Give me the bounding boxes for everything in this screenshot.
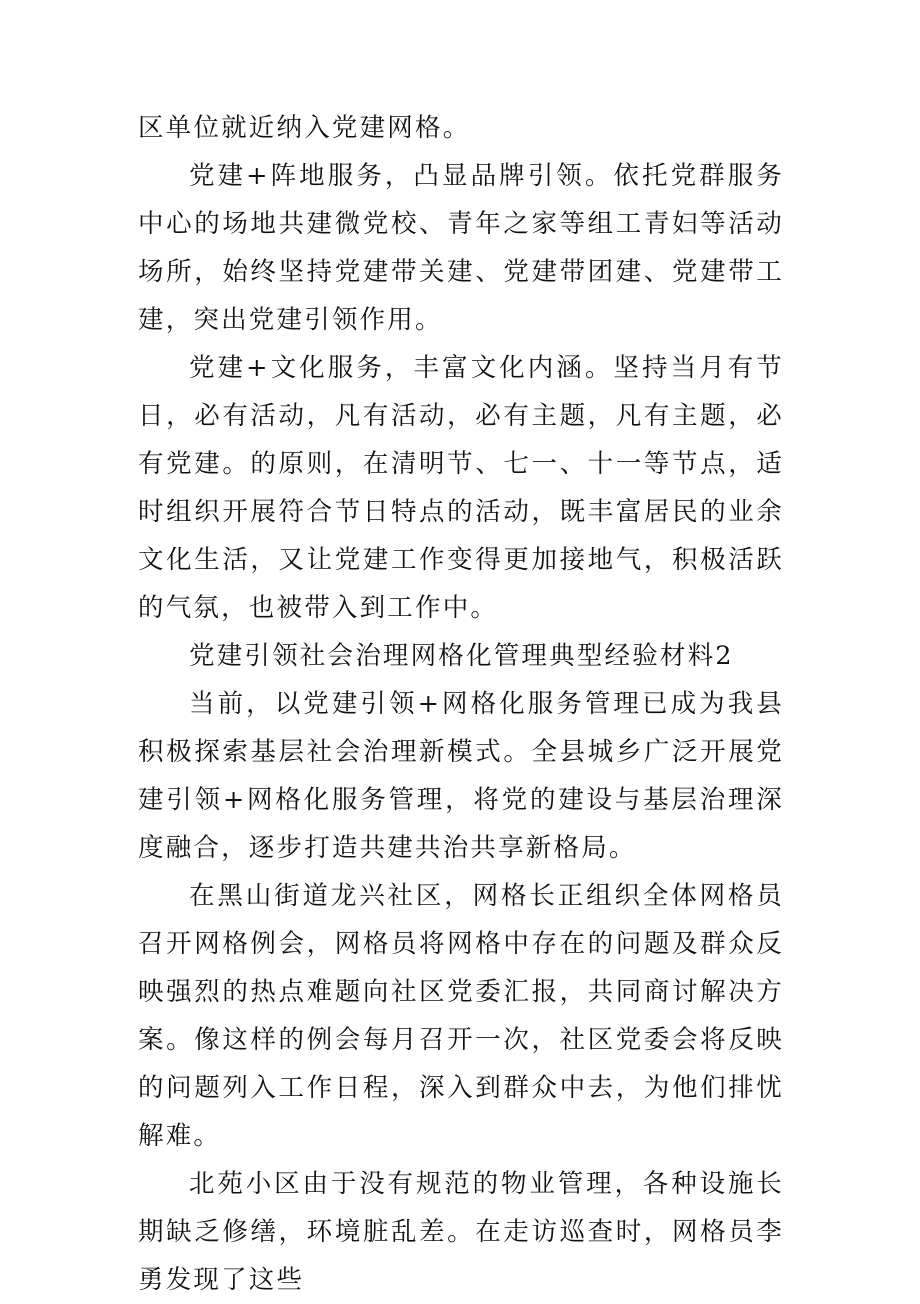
paragraph-position-service: 党建+阵地服务，凸显品牌引领。依托党群服务中心的场地共建微党校、青年之家等组工青妇等活动场所，始终坚持党建带关建、党建带团建、党建带工建，突出党建引领作用。	[138, 161, 784, 335]
paragraph-culture-service: 党建+文化服务，丰富文化内涵。坚持当月有节日，必有活动，凡有活动，必有主题，凡有主题，必有党建。的原则，在清明节、七一、十一等节点，适时组织开展符合节日特点的活动，既丰富居民的业余文化生活，又让党建工作变得更加接地气，积极活跃的气氛，也被带入到工作中。	[138, 353, 784, 623]
paragraph-beiyuan-community: 北苑小区由于没有规范的物业管理，各种设施长期缺乏修缮，环境脏乱差。在走访巡查时，网格员李勇发现了这些	[138, 1169, 784, 1295]
paragraph-current-situation: 当前，以党建引领+网格化服务管理已成为我县积极探索基层社会治理新模式。全县城乡广泛开展党建引领+网格化服务管理，将党的建设与基层治理深度融合，逐步打造共建共治共享新格局。	[138, 689, 784, 863]
paragraph-continuation: 区单位就近纳入党建网格。	[138, 113, 471, 143]
document-body	[138, 104, 784, 1304]
section-heading: 党建引领社会治理网格化管理典型经验材料2	[189, 641, 734, 671]
paragraph-longxing-community: 在黑山街道龙兴社区，网格长正组织全体网格员召开网格例会，网格员将网格中存在的问题及群众反映强烈的热点难题向社区党委汇报，共同商讨解决方案。像这样的例会每月召开一次，社区党委会将反映的问题列入工作日程，深入到群众中去，为他们排忧解难。	[138, 881, 784, 1151]
